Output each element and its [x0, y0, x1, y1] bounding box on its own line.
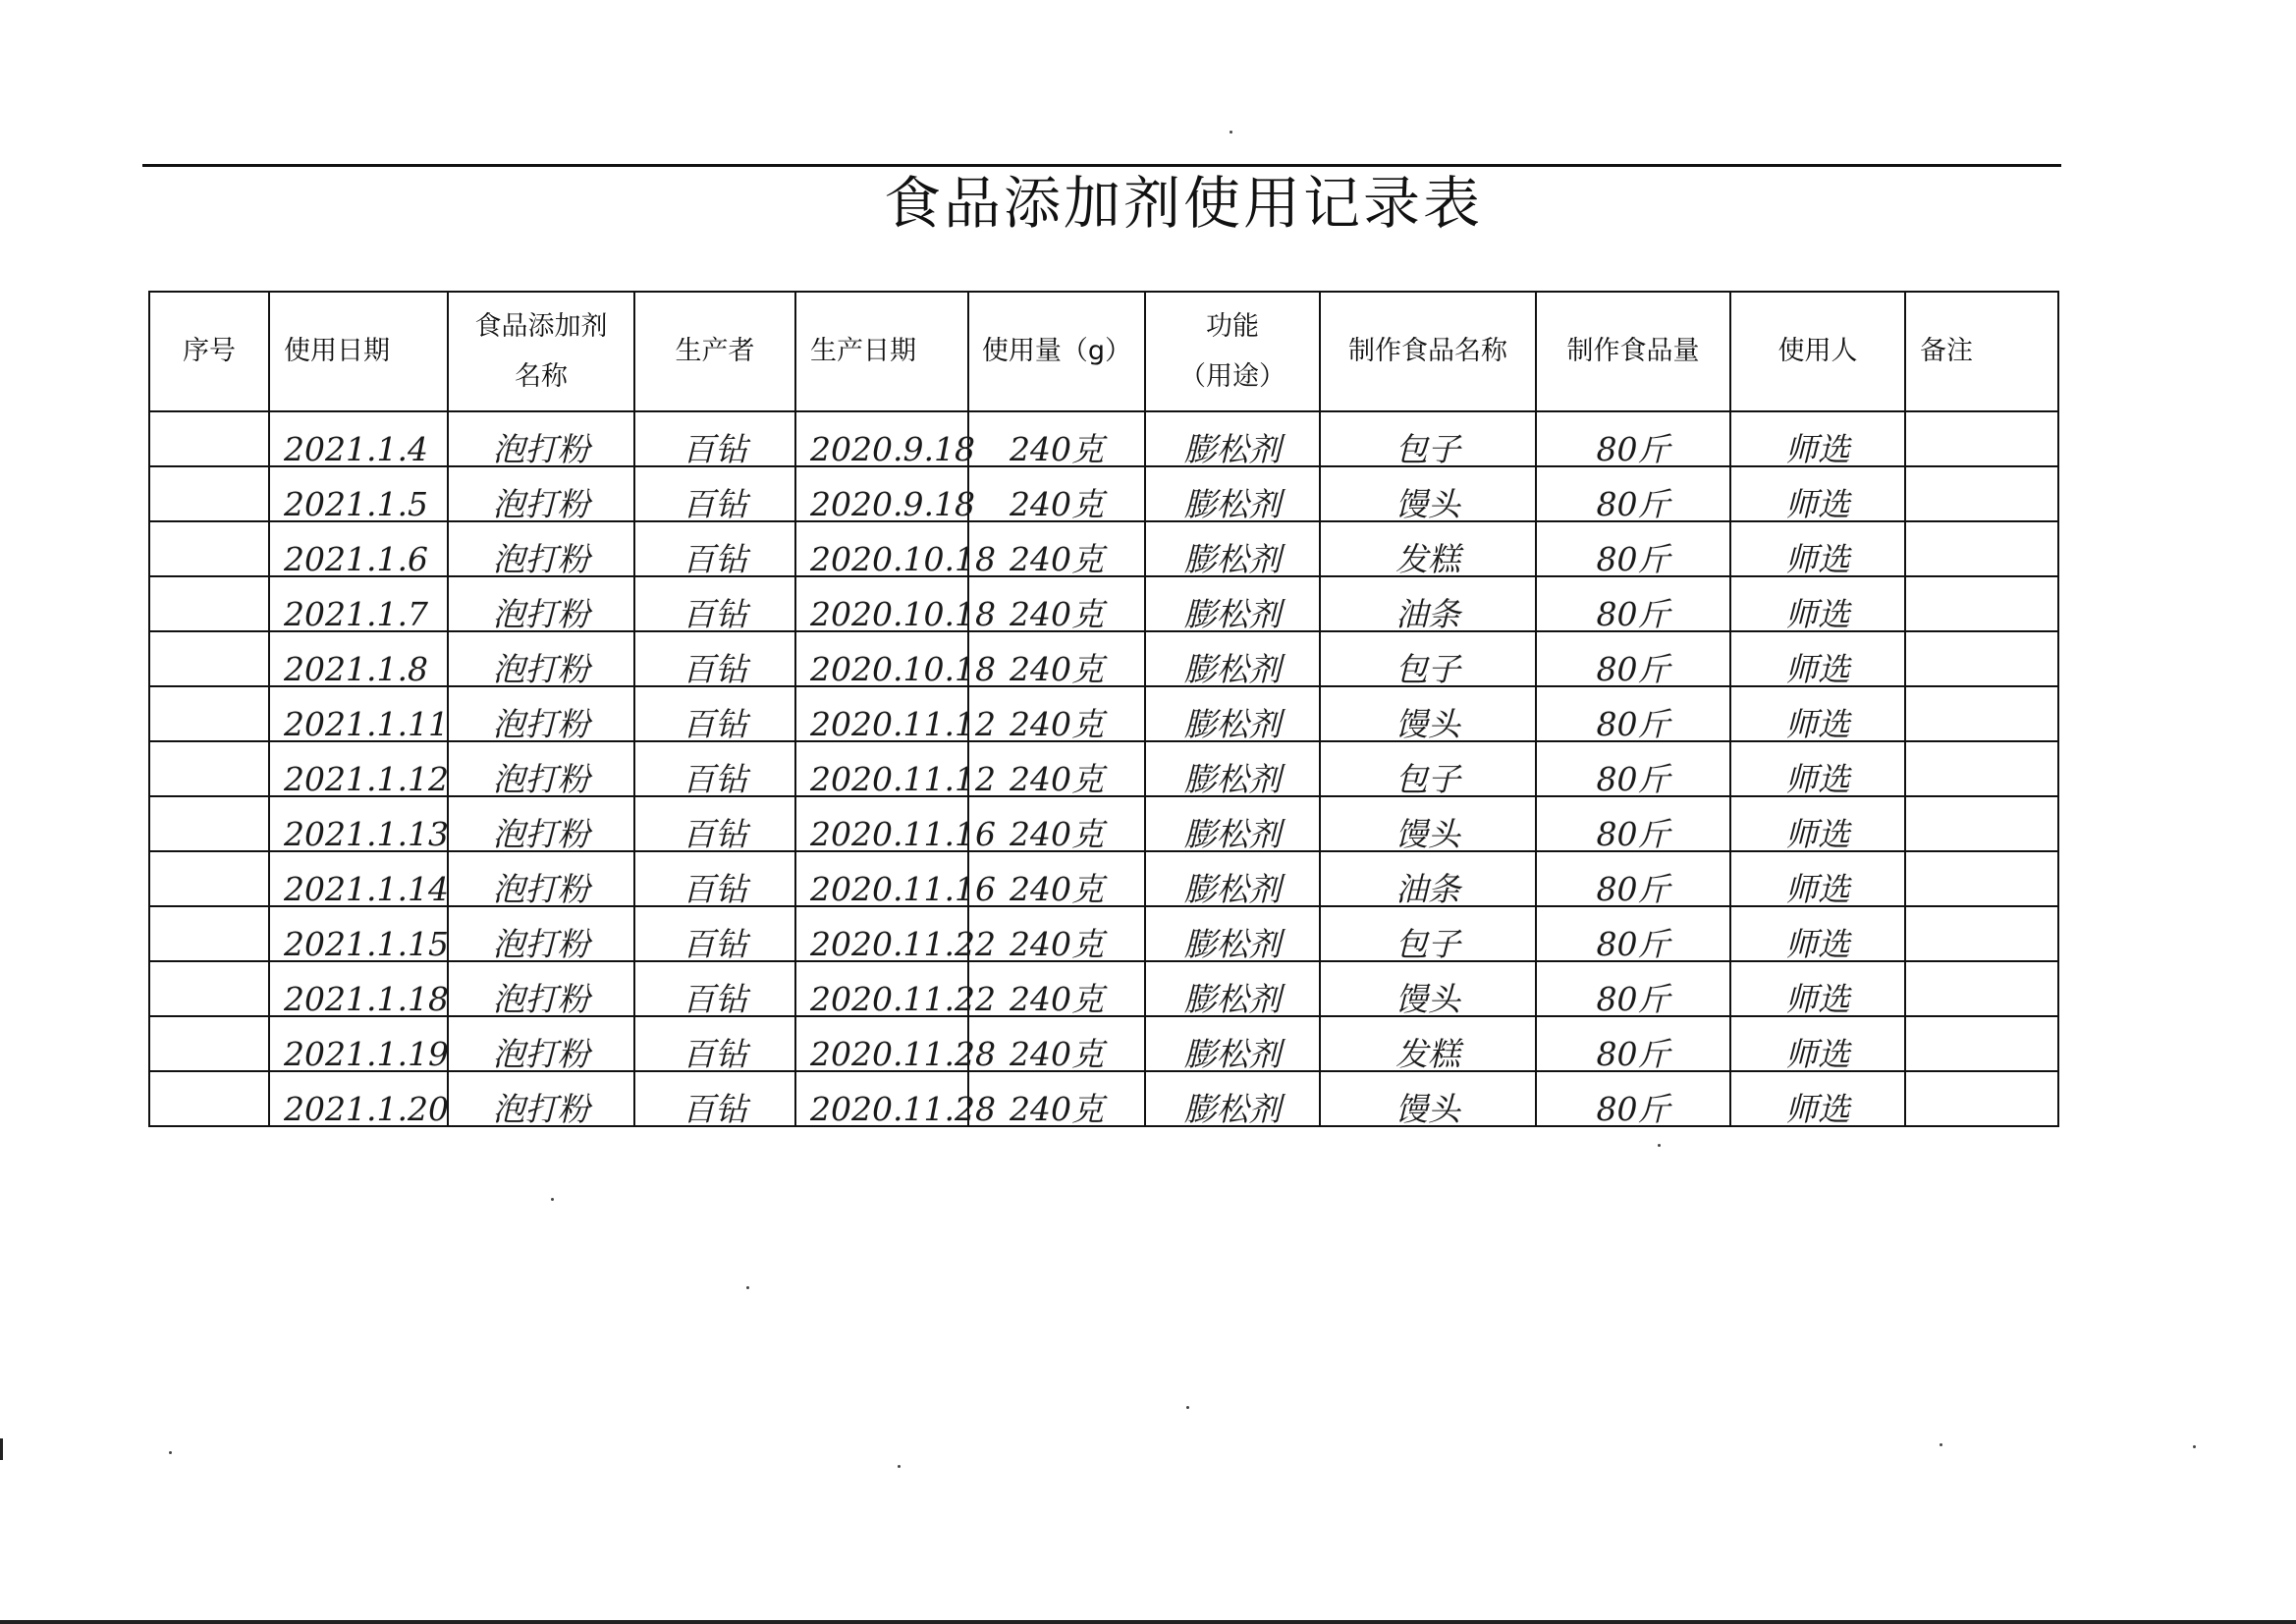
scan-speck [551, 1198, 554, 1201]
cell-additive-name: 泡打粉 [448, 961, 634, 1016]
cell-amount: 240克 [968, 576, 1145, 631]
cell-use-date: 2021.1.4 [269, 411, 448, 466]
cell-additive-name: 泡打粉 [448, 631, 634, 686]
cell-function: 膨松剂 [1145, 576, 1320, 631]
cell-additive-name: 泡打粉 [448, 521, 634, 576]
table-row [149, 1071, 2211, 1126]
scan-speck [1186, 1406, 1189, 1409]
scan-speck [1230, 131, 1232, 134]
table-header-row [149, 292, 2211, 411]
cell-seq [149, 1071, 269, 1126]
cell-production-date: 2020.11.16 [795, 796, 968, 851]
cell-production-date: 2020.11.28 [795, 1016, 968, 1071]
cell-producer: 百钻 [634, 576, 795, 631]
cell-function: 膨松剂 [1145, 796, 1320, 851]
cell-remarks [1905, 466, 2058, 521]
table-row [149, 521, 2211, 576]
cell-production-date: 2020.11.28 [795, 1071, 968, 1126]
cell-seq [149, 961, 269, 1016]
cell-producer: 百钻 [634, 411, 795, 466]
cell-seq [149, 466, 269, 521]
cell-seq [149, 906, 269, 961]
table-row [149, 796, 2211, 851]
cell-use-date: 2021.1.19 [269, 1016, 448, 1071]
header-function-line1: 功能 [1206, 310, 1259, 342]
cell-amount: 240克 [968, 1016, 1145, 1071]
cell-seq [149, 741, 269, 796]
cell-product-name: 包子 [1320, 631, 1536, 686]
cell-function: 膨松剂 [1145, 1016, 1320, 1071]
cell-amount: 240克 [968, 631, 1145, 686]
cell-remarks [1905, 1016, 2058, 1071]
header-seq: 序号 [149, 292, 269, 411]
cell-product-name: 油条 [1320, 851, 1536, 906]
cell-product-amount: 80斤 [1536, 411, 1730, 466]
cell-product-amount: 80斤 [1536, 686, 1730, 741]
cell-remarks [1905, 686, 2058, 741]
cell-function: 膨松剂 [1145, 906, 1320, 961]
cell-seq [149, 411, 269, 466]
cell-function: 膨松剂 [1145, 741, 1320, 796]
cell-product-amount: 80斤 [1536, 1071, 1730, 1126]
cell-user: 师选 [1730, 631, 1905, 686]
cell-use-date: 2021.1.11 [269, 686, 448, 741]
cell-producer: 百钻 [634, 466, 795, 521]
cell-additive-name: 泡打粉 [448, 1016, 634, 1071]
cell-product-name: 包子 [1320, 411, 1536, 466]
cell-remarks [1905, 961, 2058, 1016]
cell-remarks [1905, 851, 2058, 906]
header-product-amount: 制作食品量 [1536, 292, 1730, 411]
cell-additive-name: 泡打粉 [448, 686, 634, 741]
cell-product-name: 馒头 [1320, 796, 1536, 851]
cell-amount: 240克 [968, 961, 1145, 1016]
cell-amount: 240克 [968, 466, 1145, 521]
cell-producer: 百钻 [634, 686, 795, 741]
header-additive-name-line2: 名称 [515, 361, 568, 392]
cell-use-date: 2021.1.18 [269, 961, 448, 1016]
scan-speck [1940, 1443, 1942, 1446]
cell-remarks [1905, 741, 2058, 796]
cell-product-amount: 80斤 [1536, 741, 1730, 796]
header-function [1145, 292, 1320, 411]
cell-amount: 240克 [968, 1071, 1145, 1126]
cell-remarks [1905, 631, 2058, 686]
cell-amount: 240克 [968, 411, 1145, 466]
header-producer: 生产者 [634, 292, 795, 411]
cell-use-date: 2021.1.20 [269, 1071, 448, 1126]
table-row [149, 961, 2211, 1016]
additive-usage-table [148, 291, 2212, 1127]
cell-production-date: 2020.10.18 [795, 576, 968, 631]
header-amount: 使用量（g） [968, 292, 1145, 411]
cell-function: 膨松剂 [1145, 466, 1320, 521]
header-additive-name [448, 292, 634, 411]
cell-use-date: 2021.1.6 [269, 521, 448, 576]
cell-use-date: 2021.1.12 [269, 741, 448, 796]
cell-user: 师选 [1730, 851, 1905, 906]
top-rule [142, 164, 2061, 167]
cell-product-name: 馒头 [1320, 961, 1536, 1016]
cell-seq [149, 796, 269, 851]
cell-additive-name: 泡打粉 [448, 796, 634, 851]
cell-producer: 百钻 [634, 521, 795, 576]
cell-producer: 百钻 [634, 961, 795, 1016]
cell-remarks [1905, 1071, 2058, 1126]
cell-use-date: 2021.1.15 [269, 906, 448, 961]
table-row [149, 576, 2211, 631]
cell-product-amount: 80斤 [1536, 906, 1730, 961]
cell-function: 膨松剂 [1145, 521, 1320, 576]
cell-product-amount: 80斤 [1536, 576, 1730, 631]
cell-seq [149, 631, 269, 686]
cell-function: 膨松剂 [1145, 411, 1320, 466]
cell-production-date: 2020.11.16 [795, 851, 968, 906]
cell-product-amount: 80斤 [1536, 1016, 1730, 1071]
cell-function: 膨松剂 [1145, 631, 1320, 686]
cell-production-date: 2020.10.18 [795, 631, 968, 686]
table-row [149, 1016, 2211, 1071]
cell-user: 师选 [1730, 741, 1905, 796]
cell-user: 师选 [1730, 576, 1905, 631]
scan-speck [169, 1451, 172, 1454]
cell-user: 师选 [1730, 961, 1905, 1016]
cell-user: 师选 [1730, 411, 1905, 466]
header-remarks: 备注 [1905, 292, 2058, 411]
document-title [0, 170, 2296, 237]
cell-product-name: 包子 [1320, 906, 1536, 961]
scan-speck [746, 1286, 749, 1289]
cell-remarks [1905, 576, 2058, 631]
cell-user: 师选 [1730, 906, 1905, 961]
cell-user: 师选 [1730, 1016, 1905, 1071]
cell-production-date: 2020.9.18 [795, 411, 968, 466]
cell-remarks [1905, 906, 2058, 961]
scan-speck [2193, 1445, 2196, 1448]
cell-product-name: 馒头 [1320, 1071, 1536, 1126]
cell-seq [149, 521, 269, 576]
cell-function: 膨松剂 [1145, 686, 1320, 741]
cell-user: 师选 [1730, 1071, 1905, 1126]
cell-function: 膨松剂 [1145, 851, 1320, 906]
header-additive-name-line1: 食品添加剂 [474, 310, 608, 342]
cell-amount: 240克 [968, 796, 1145, 851]
header-product-name: 制作食品名称 [1320, 292, 1536, 411]
table-row [149, 686, 2211, 741]
cell-remarks [1905, 521, 2058, 576]
cell-producer: 百钻 [634, 796, 795, 851]
cell-additive-name: 泡打粉 [448, 741, 634, 796]
cell-product-amount: 80斤 [1536, 466, 1730, 521]
cell-amount: 240克 [968, 521, 1145, 576]
scan-edge-mark [0, 1438, 3, 1460]
scan-speck [898, 1465, 901, 1468]
cell-producer: 百钻 [634, 906, 795, 961]
header-production-date: 生产日期 [795, 292, 968, 411]
cell-use-date: 2021.1.5 [269, 466, 448, 521]
cell-use-date: 2021.1.14 [269, 851, 448, 906]
cell-producer: 百钻 [634, 851, 795, 906]
cell-amount: 240克 [968, 851, 1145, 906]
cell-use-date: 2021.1.8 [269, 631, 448, 686]
cell-product-name: 馒头 [1320, 686, 1536, 741]
table-row [149, 906, 2211, 961]
cell-seq [149, 851, 269, 906]
cell-remarks [1905, 796, 2058, 851]
cell-production-date: 2020.9.18 [795, 466, 968, 521]
cell-producer: 百钻 [634, 741, 795, 796]
cell-amount: 240克 [968, 906, 1145, 961]
cell-seq [149, 1016, 269, 1071]
cell-production-date: 2020.11.22 [795, 961, 968, 1016]
cell-product-name: 油条 [1320, 576, 1536, 631]
cell-product-amount: 80斤 [1536, 631, 1730, 686]
cell-product-name: 馒头 [1320, 466, 1536, 521]
table-row [149, 741, 2211, 796]
cell-amount: 240克 [968, 741, 1145, 796]
cell-product-amount: 80斤 [1536, 961, 1730, 1016]
cell-producer: 百钻 [634, 1071, 795, 1126]
cell-product-amount: 80斤 [1536, 851, 1730, 906]
header-use-date: 使用日期 [269, 292, 448, 411]
cell-production-date: 2020.10.18 [795, 521, 968, 576]
document-title-text: 食品添加剂使用记录表 [883, 170, 1483, 237]
table-row [149, 631, 2211, 686]
cell-additive-name: 泡打粉 [448, 906, 634, 961]
cell-additive-name: 泡打粉 [448, 466, 634, 521]
cell-additive-name: 泡打粉 [448, 576, 634, 631]
cell-production-date: 2020.11.12 [795, 686, 968, 741]
cell-user: 师选 [1730, 686, 1905, 741]
cell-function: 膨松剂 [1145, 1071, 1320, 1126]
header-user: 使用人 [1730, 292, 1905, 411]
cell-user: 师选 [1730, 466, 1905, 521]
cell-production-date: 2020.11.12 [795, 741, 968, 796]
cell-product-amount: 80斤 [1536, 796, 1730, 851]
cell-seq [149, 686, 269, 741]
cell-producer: 百钻 [634, 1016, 795, 1071]
table-body [149, 411, 2211, 1126]
cell-additive-name: 泡打粉 [448, 851, 634, 906]
cell-product-name: 发糕 [1320, 521, 1536, 576]
cell-function: 膨松剂 [1145, 961, 1320, 1016]
cell-product-amount: 80斤 [1536, 521, 1730, 576]
scan-speck [1658, 1144, 1661, 1147]
cell-amount: 240克 [968, 686, 1145, 741]
cell-use-date: 2021.1.13 [269, 796, 448, 851]
cell-product-name: 包子 [1320, 741, 1536, 796]
scan-bottom-edge [0, 1620, 2296, 1624]
cell-additive-name: 泡打粉 [448, 1071, 634, 1126]
table-row [149, 851, 2211, 906]
table-row [149, 411, 2211, 466]
cell-user: 师选 [1730, 521, 1905, 576]
cell-seq [149, 576, 269, 631]
table-row [149, 466, 2211, 521]
cell-producer: 百钻 [634, 631, 795, 686]
cell-remarks [1905, 411, 2058, 466]
cell-product-name: 发糕 [1320, 1016, 1536, 1071]
cell-use-date: 2021.1.7 [269, 576, 448, 631]
header-function-line2: （用途） [1179, 361, 1285, 392]
cell-production-date: 2020.11.22 [795, 906, 968, 961]
cell-additive-name: 泡打粉 [448, 411, 634, 466]
cell-user: 师选 [1730, 796, 1905, 851]
